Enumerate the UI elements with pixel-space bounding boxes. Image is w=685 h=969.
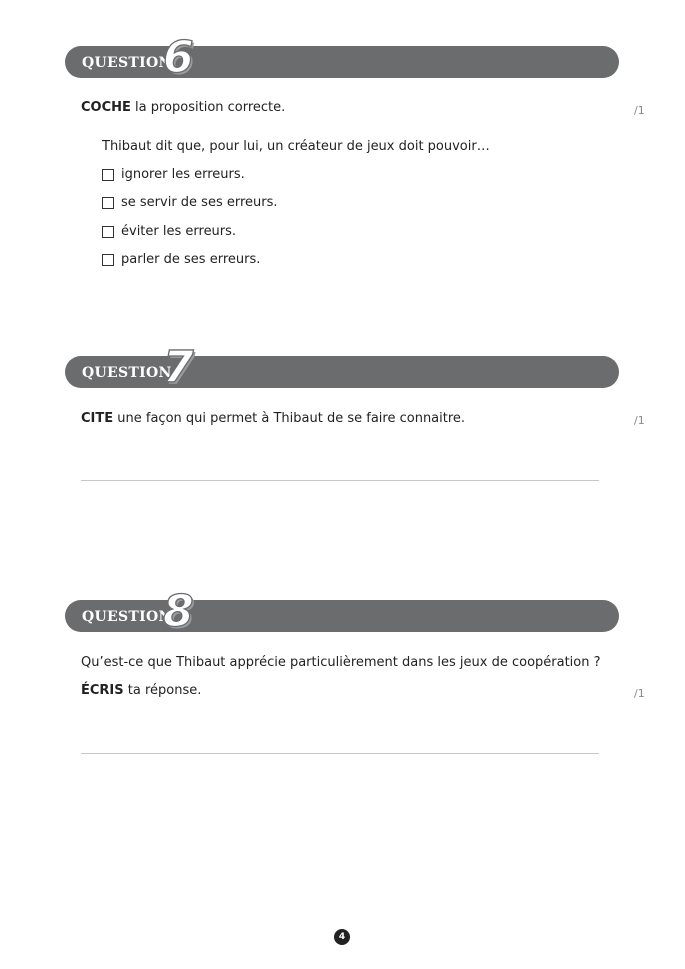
page-number: 4 <box>334 929 350 945</box>
q6-option-4[interactable] <box>102 252 260 267</box>
option-label: parler de ses erreurs. <box>121 252 261 267</box>
question-number: 6 <box>163 32 194 83</box>
instruction-verb: COCHE <box>81 100 131 115</box>
q6-stem: Thibaut dit que, pour lui, un créateur de jeux doit pouvoir… <box>102 139 490 154</box>
q7-score: /1 <box>634 414 645 427</box>
checkbox[interactable] <box>102 169 114 181</box>
question-number: 8 <box>163 586 194 637</box>
instruction-text: ta réponse. <box>123 683 202 698</box>
instruction-verb: CITE <box>81 411 114 426</box>
instruction-verb: ÉCRIS <box>81 683 124 698</box>
q6-option-1[interactable] <box>102 167 245 182</box>
question-8-header <box>65 586 619 637</box>
q8-question: Qu’est-ce que Thibaut apprécie particulièrement dans les jeux de coopération ? <box>81 655 601 670</box>
option-label: ignorer les erreurs. <box>121 167 245 182</box>
q6-option-3[interactable] <box>102 224 236 239</box>
q6-score: /1 <box>634 104 645 117</box>
q6-option-2[interactable] <box>102 195 278 210</box>
checkbox[interactable] <box>102 226 114 238</box>
checkbox[interactable] <box>102 197 114 209</box>
option-label: se servir de ses erreurs. <box>121 195 278 210</box>
q8-instruction <box>81 683 201 698</box>
q8-score: /1 <box>634 687 645 700</box>
question-label: QUESTION <box>82 55 172 71</box>
instruction-text: une façon qui permet à Thibaut de se faire connaitre. <box>113 411 466 426</box>
question-label: QUESTION <box>82 365 172 381</box>
checkbox[interactable] <box>102 254 114 266</box>
question-7-header <box>65 342 619 393</box>
question-number: 7 <box>163 342 194 393</box>
option-label: éviter les erreurs. <box>121 224 237 239</box>
instruction-text: la proposition correcte. <box>130 100 286 115</box>
question-6-header <box>65 32 619 83</box>
q7-instruction <box>81 411 465 426</box>
q7-answer-line[interactable] <box>81 480 599 481</box>
q6-instruction <box>81 100 285 115</box>
question-label: QUESTION <box>82 609 172 625</box>
q8-answer-line[interactable] <box>81 753 599 754</box>
